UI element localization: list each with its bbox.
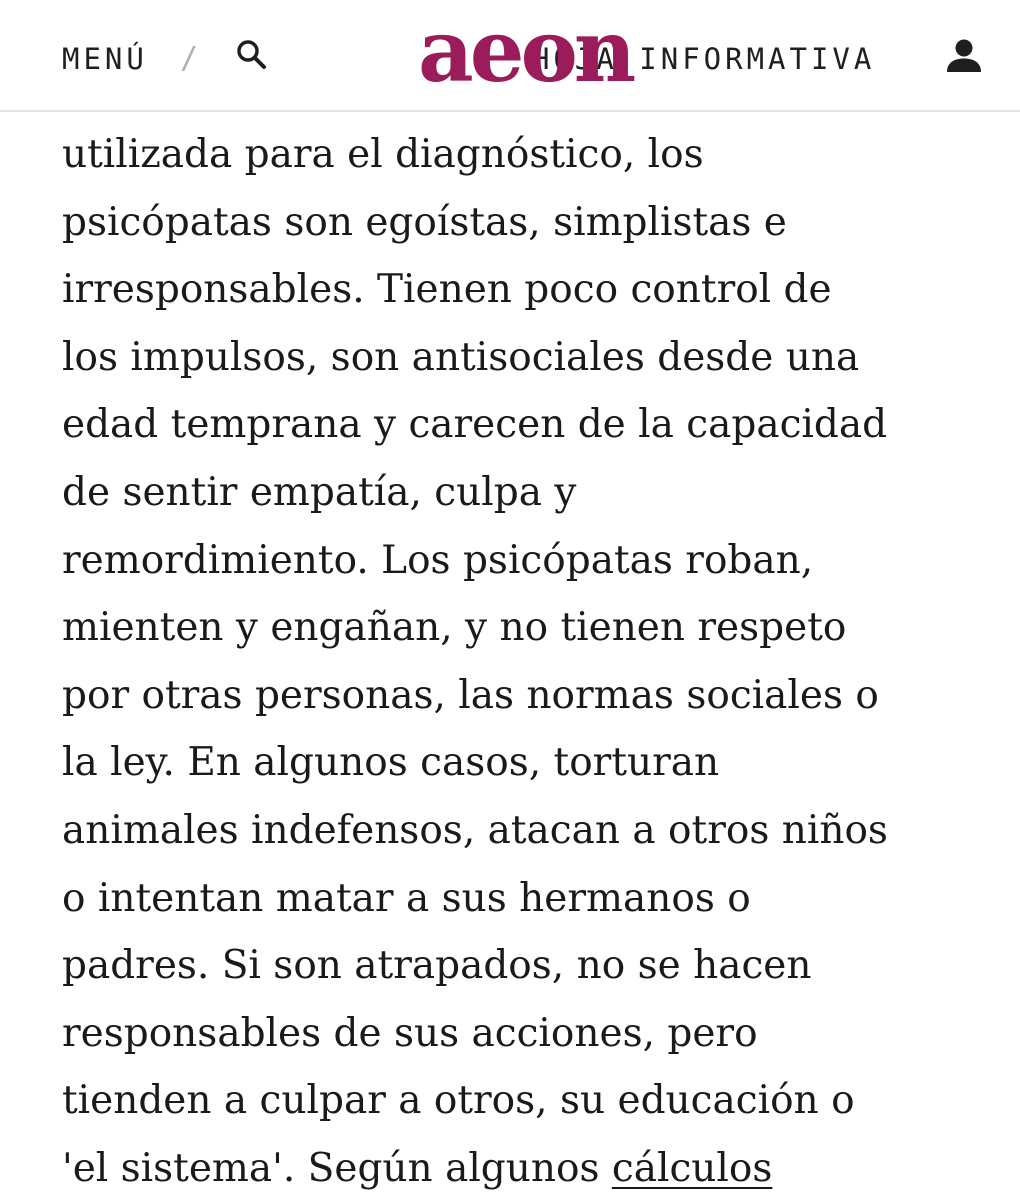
- article-line: edad temprana y carecen de la capacidad: [62, 402, 888, 448]
- calculos-link[interactable]: cálculos: [611, 1145, 773, 1191]
- newsletter-link[interactable]: HOJA INFORMATIVA: [532, 42, 876, 76]
- article-line: tienden a culpar a otros, su educación o: [62, 1078, 855, 1124]
- article-line: padres. Si son atrapados, no se hacen: [62, 943, 812, 989]
- article-line: mienten y engañan, y no tienen respeto: [62, 605, 847, 651]
- aeon-logo[interactable]: aeon: [418, 1, 633, 102]
- article-line-last: [62, 1135, 962, 1200]
- article-line: los impulsos, son antisociales desde una: [62, 334, 860, 380]
- article-line: irresponsables. Tienen poco control de: [62, 267, 832, 313]
- article-line: psicópatas son egoístas, simplistas e: [62, 199, 787, 245]
- article-line: animales indefensos, atacan a otros niños: [62, 807, 888, 853]
- article-line: responsables de sus acciones, pero: [62, 1010, 758, 1056]
- nav-separator: /: [180, 41, 199, 76]
- article-line: por otras personas, las normas sociales o: [62, 672, 879, 718]
- article-line: de sentir empatía, culpa y: [62, 469, 577, 515]
- article-line: la ley. En algunos casos, torturan: [62, 740, 720, 786]
- article-line: o intentan matar a sus hermanos o: [62, 875, 751, 921]
- article-line: remordimiento. Los psicópatas roban,: [62, 537, 814, 583]
- search-icon[interactable]: [234, 37, 270, 73]
- menu-button[interactable]: MENÚ: [62, 42, 148, 76]
- site-header: [0, 0, 1020, 112]
- user-icon[interactable]: [944, 36, 984, 76]
- article-line-text: 'el sistema'. Según algunos: [62, 1145, 612, 1191]
- article-line: utilizada para el diagnóstico, los: [62, 132, 704, 177]
- article-body: [62, 121, 962, 1200]
